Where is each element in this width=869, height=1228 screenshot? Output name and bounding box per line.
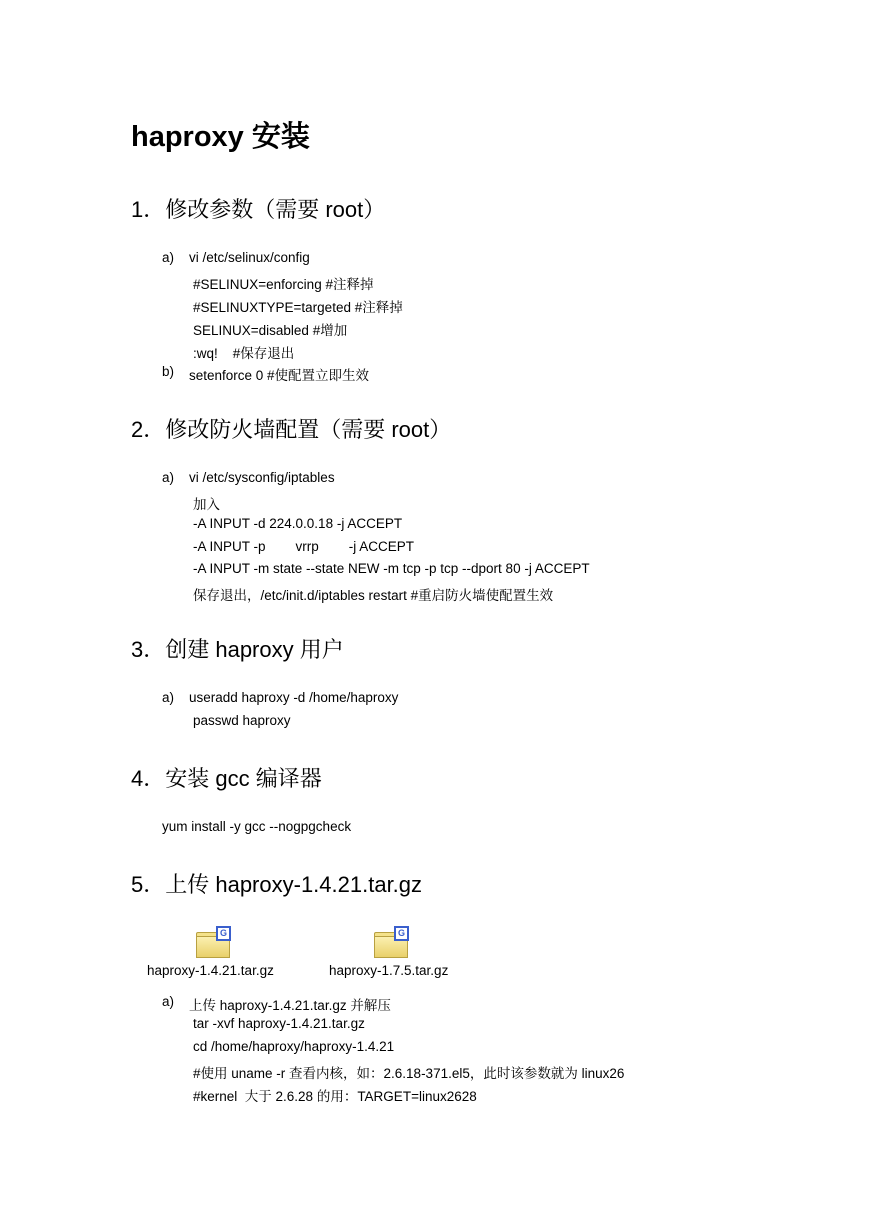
section-3-heading: 3．创建 haproxy 用户 (131, 637, 344, 662)
section-1-heading: 1．修改参数（需要 root） (131, 197, 386, 222)
list-marker: a) (162, 250, 175, 265)
section-5-heading: 5．上传 haproxy-1.4.21.tar.gz (131, 872, 423, 897)
list-item: #使用 uname -r 查看内核，如：2.6.18-371.el5，此时该参数就为 linux26 (193, 1066, 625, 1081)
list-item: -A INPUT -d 224.0.0.18 -j ACCEPT (193, 516, 403, 531)
list-item: SELINUX=disabled #增加 (193, 323, 348, 338)
list-item: -A INPUT -p vrrp -j ACCEPT (193, 539, 415, 554)
page-title: haproxy 安装 (131, 121, 310, 153)
list-item: setenforce 0 #使配置立即生效 (189, 368, 370, 383)
list-item: vi /etc/sysconfig/iptables (189, 470, 335, 485)
list-item: tar -xvf haproxy-1.4.21.tar.gz (193, 1016, 365, 1031)
list-item: cd /home/haproxy/haproxy-1.4.21 (193, 1039, 395, 1054)
list-item: :wq! #保存退出 (193, 346, 295, 361)
list-item: vi /etc/selinux/config (189, 250, 310, 265)
list-item: 上传 haproxy-1.4.21.tar.gz 并解压 (189, 998, 391, 1013)
section-4-heading: 4．安装 gcc 编译器 (131, 766, 322, 791)
attachment-label[interactable]: haproxy-1.7.5.tar.gz (329, 963, 449, 978)
list-item: 加入 (193, 497, 220, 512)
list-item: yum install -y gcc --nogpgcheck (162, 819, 352, 834)
list-marker: a) (162, 994, 175, 1009)
list-marker: a) (162, 690, 175, 705)
archive-file-icon[interactable]: G (374, 926, 410, 958)
list-item: #SELINUX=enforcing #注释掉 (193, 277, 374, 292)
list-item: 保存退出，/etc/init.d/iptables restart #重启防火墙使配置生效 (193, 588, 554, 603)
list-item: passwd haproxy (193, 713, 291, 728)
list-item: #SELINUXTYPE=targeted #注释掉 (193, 300, 403, 315)
list-item: useradd haproxy -d /home/haproxy (189, 690, 399, 705)
list-item: -A INPUT -m state --state NEW -m tcp -p tcp --dport 80 -j ACCEPT (193, 561, 590, 576)
list-marker: a) (162, 470, 175, 485)
list-marker: b) (162, 364, 175, 379)
list-item: #kernel 大于 2.6.28 的用：TARGET=linux2628 (193, 1089, 477, 1104)
section-2-heading: 2．修改防火墙配置（需要 root） (131, 417, 452, 442)
archive-file-icon[interactable]: G (196, 926, 232, 958)
attachment-label[interactable]: haproxy-1.4.21.tar.gz (147, 963, 274, 978)
